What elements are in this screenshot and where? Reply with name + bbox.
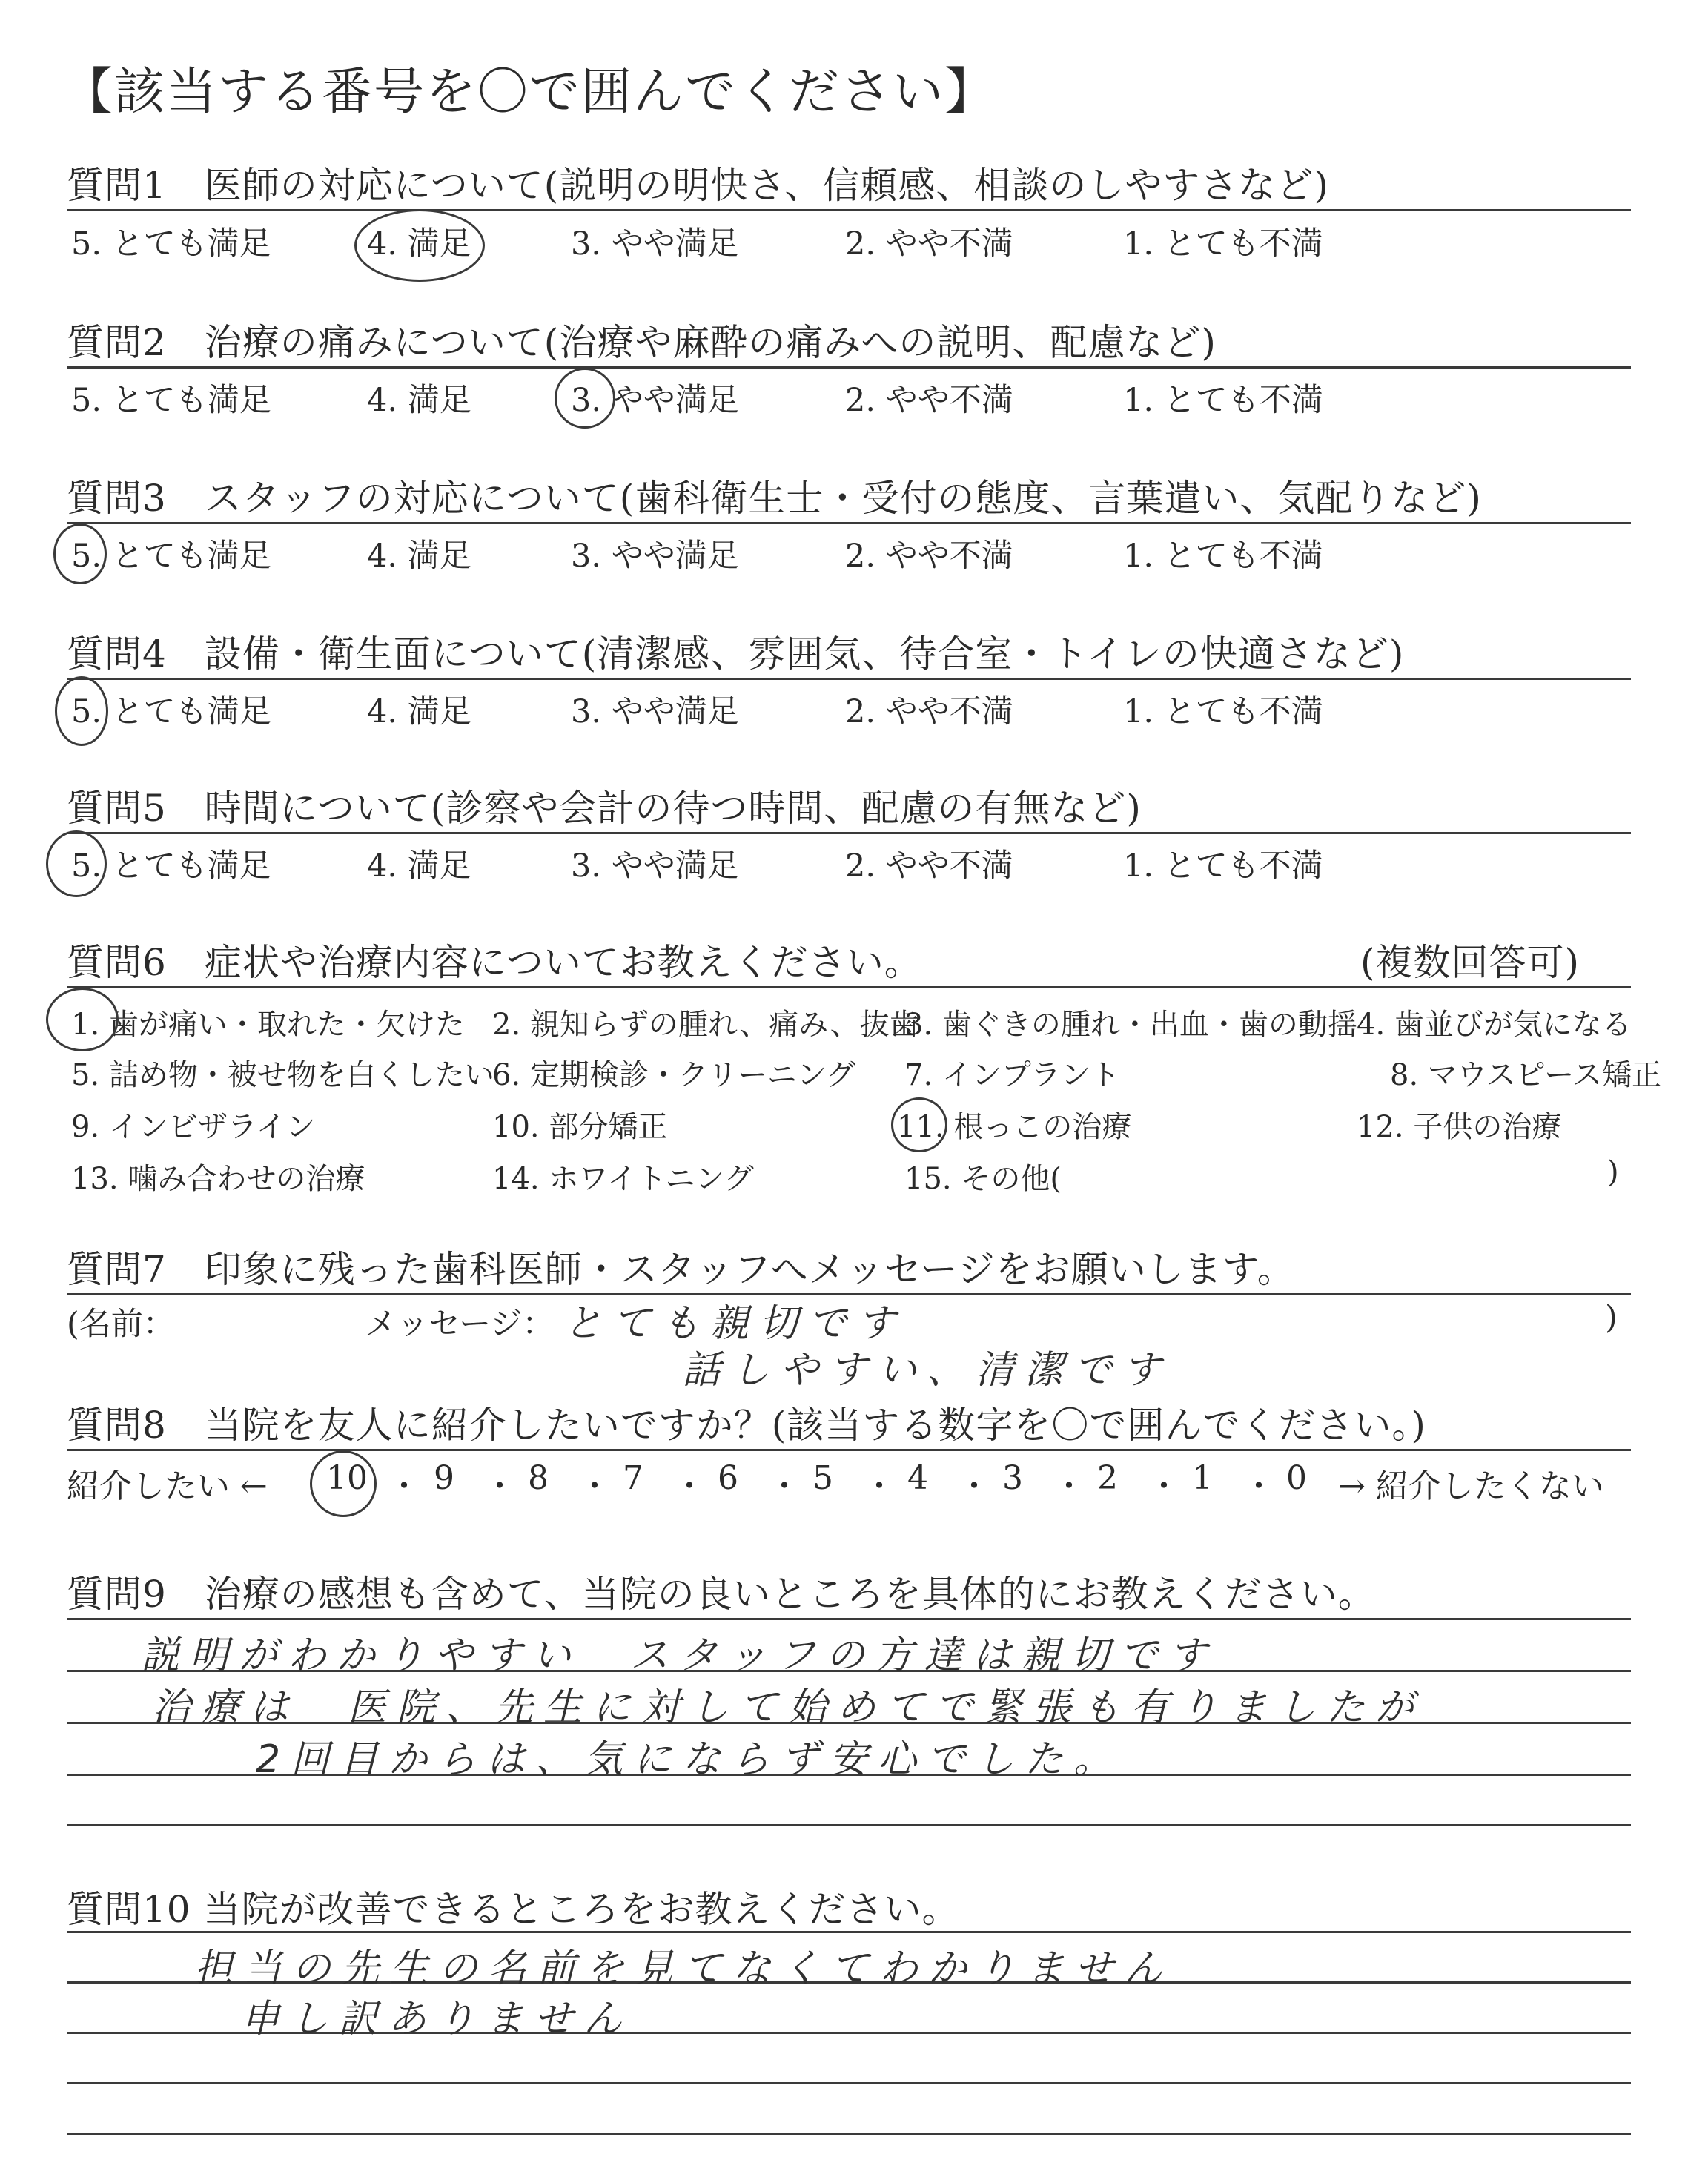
- q8-scale-sep: ・: [578, 1467, 611, 1505]
- q1-option-4[interactable]: 4. 満足: [367, 225, 471, 262]
- q3-option-1[interactable]: 1. とても不満: [1123, 538, 1323, 575]
- q8-scale-sep: ・: [958, 1467, 990, 1505]
- q7-handwritten-message-1: とても親切です: [563, 1301, 907, 1346]
- q6-item-3[interactable]: 3. 歯ぐきの腫れ・出血・歯の動揺: [904, 1008, 1357, 1042]
- q10-handwritten-line-1: 担当の先生の名前を見てなくてわかりません: [194, 1946, 1174, 1991]
- q8-scale-9[interactable]: 9: [434, 1459, 454, 1497]
- q10-rule-5: [67, 2133, 1631, 2135]
- q7-heading: 質問7 印象に残った歯科医師・スタッフへメッセージをお願いします。: [67, 1248, 1295, 1291]
- q2-option-4[interactable]: 4. 満足: [367, 382, 471, 419]
- q9-handwritten-line-2: 治療は 医院、先生に対して始めてで緊張も有りましたが: [152, 1685, 1425, 1730]
- q8-left-label: 紹介したい ←: [67, 1467, 268, 1505]
- q6-item-9[interactable]: 9. インビザライン: [71, 1110, 316, 1144]
- q8-scale-sep: ・: [1053, 1467, 1085, 1505]
- q5-rule: [67, 832, 1631, 834]
- q1-option-1[interactable]: 1. とても不満: [1123, 225, 1323, 262]
- q3-option-3[interactable]: 3. やや満足: [571, 538, 739, 575]
- q6-item-10[interactable]: 10. 部分矯正: [492, 1110, 668, 1144]
- form-title: 【該当する番号を〇で囲んでください】: [62, 63, 997, 122]
- q8-scale-1[interactable]: 1: [1192, 1459, 1213, 1497]
- q8-scale-sep: ・: [863, 1467, 896, 1505]
- q8-scale-6[interactable]: 6: [718, 1459, 738, 1497]
- q9-handwritten-line-1: 説明がわかりやすい スタッフの方達は親切です: [141, 1634, 1218, 1678]
- q1-option-2[interactable]: 2. やや不満: [845, 225, 1013, 262]
- q9-handwritten-line-3: 2回目からは、気にならず安心でした。: [256, 1737, 1123, 1782]
- q1-option-3[interactable]: 3. やや満足: [571, 225, 739, 262]
- q6-rule: [67, 986, 1631, 988]
- q6-heading: 質問6 症状や治療内容についてお教えください。: [67, 941, 922, 984]
- q6-item-15[interactable]: 15. その他(: [904, 1162, 1062, 1196]
- q5-option-1[interactable]: 1. とても不満: [1123, 848, 1323, 885]
- q1-option-5[interactable]: 5. とても満足: [71, 225, 271, 262]
- q2-option-2[interactable]: 2. やや不満: [845, 382, 1013, 419]
- q8-scale-sep: ・: [673, 1467, 706, 1505]
- q6-item-1[interactable]: 1. 歯が痛い・取れた・欠けた: [71, 1008, 465, 1042]
- q1-rule: [67, 209, 1631, 211]
- q6-selection-circle-1: [46, 988, 119, 1051]
- q7-close-paren: ): [1605, 1299, 1618, 1336]
- q6-item-11[interactable]: 11. 根っこの治療: [897, 1110, 1132, 1144]
- q8-rule: [67, 1449, 1631, 1451]
- q4-option-3[interactable]: 3. やや満足: [571, 693, 739, 730]
- q5-option-4[interactable]: 4. 満足: [367, 848, 471, 885]
- q7-handwritten-message-2: 話しやすい、清潔です: [682, 1348, 1172, 1393]
- q5-option-3[interactable]: 3. やや満足: [571, 848, 739, 885]
- q8-scale-sep: ・: [483, 1467, 516, 1505]
- q2-selection-circle: [555, 368, 615, 429]
- q4-heading: 質問4 設備・衛生面について(清潔感、雰囲気、待合室・トイレの快適さなど): [67, 633, 1405, 676]
- q10-rule-1: [67, 1931, 1631, 1933]
- q6-note: (複数回答可): [1360, 941, 1580, 984]
- q4-selection-circle: [55, 676, 108, 746]
- q3-option-2[interactable]: 2. やや不満: [845, 538, 1013, 575]
- q3-rule: [67, 522, 1631, 524]
- q3-option-5[interactable]: 5. とても満足: [71, 538, 271, 575]
- q8-scale-sep: ・: [768, 1467, 801, 1505]
- q2-option-5[interactable]: 5. とても満足: [71, 382, 271, 419]
- q2-option-1[interactable]: 1. とても不満: [1123, 382, 1323, 419]
- q8-scale-7[interactable]: 7: [623, 1459, 643, 1497]
- q4-option-2[interactable]: 2. やや不満: [845, 693, 1013, 730]
- q3-option-4[interactable]: 4. 満足: [367, 538, 471, 575]
- q8-right-label: → 紹介したくない: [1338, 1467, 1604, 1505]
- q8-scale-sep: ・: [1148, 1467, 1180, 1505]
- q8-scale-10[interactable]: 10: [326, 1459, 368, 1497]
- q10-heading: 質問10 当院が改善できるところをお教えください。: [67, 1888, 960, 1931]
- q6-item-8[interactable]: 8. マウスピース矯正: [1390, 1058, 1662, 1092]
- q5-option-2[interactable]: 2. やや不満: [845, 848, 1013, 885]
- q8-scale-0[interactable]: 0: [1286, 1459, 1307, 1497]
- q10-rule-4: [67, 2082, 1631, 2084]
- q2-option-3[interactable]: 3. やや満足: [571, 382, 739, 419]
- q8-scale-8[interactable]: 8: [528, 1459, 549, 1497]
- q3-selection-circle: [53, 524, 107, 584]
- q8-scale-sep: ・: [1242, 1467, 1275, 1505]
- q6-item-7[interactable]: 7. インプラント: [904, 1058, 1120, 1092]
- q6-item-15-close: ): [1607, 1155, 1619, 1189]
- q5-heading: 質問5 時間について(診察や会計の待つ時間、配慮の有無など): [67, 787, 1142, 830]
- q7-name-label: (名前：: [67, 1306, 175, 1343]
- q1-selection-circle: [354, 209, 485, 282]
- q9-heading: 質問9 治療の感想も含めて、当院の良いところを具体的にお教えください。: [67, 1573, 1376, 1616]
- q5-option-5[interactable]: 5. とても満足: [71, 848, 271, 885]
- q2-heading: 質問2 治療の痛みについて(治療や麻酔の痛みへの説明、配慮など): [67, 321, 1217, 364]
- q6-selection-circle-11: [891, 1097, 947, 1152]
- q8-scale-5[interactable]: 5: [812, 1459, 833, 1497]
- q3-heading: 質問3 スタッフの対応について(歯科衛生士・受付の態度、言葉遣い、気配りなど): [67, 477, 1482, 520]
- q2-rule: [67, 366, 1631, 369]
- q6-item-5[interactable]: 5. 詰め物・被せ物を白くしたい: [71, 1058, 494, 1092]
- q6-item-14[interactable]: 14. ホワイトニング: [492, 1162, 754, 1196]
- q6-item-13[interactable]: 13. 噛み合わせの治療: [71, 1162, 365, 1196]
- q4-rule: [67, 678, 1631, 680]
- q9-rule-5: [67, 1824, 1631, 1826]
- q8-scale-2[interactable]: 2: [1097, 1459, 1118, 1497]
- q1-heading: 質問1 医師の対応について(説明の明快さ、信頼感、相談のしやすさなど): [67, 164, 1329, 207]
- q8-scale-sep: ・: [388, 1467, 420, 1505]
- q10-handwritten-line-2: 申し訳ありません: [241, 1997, 633, 2041]
- q8-selection-circle: [310, 1450, 377, 1517]
- q7-message-label: メッセージ：: [365, 1306, 555, 1343]
- q5-selection-circle: [46, 830, 107, 897]
- q9-rule-1: [67, 1618, 1631, 1620]
- q6-item-2[interactable]: 2. 親知らずの腫れ、痛み、抜歯: [492, 1008, 919, 1042]
- q8-scale-4[interactable]: 4: [907, 1459, 928, 1497]
- q6-item-4[interactable]: 4. 歯並びが気になる: [1357, 1008, 1632, 1042]
- q4-option-4[interactable]: 4. 満足: [367, 693, 471, 730]
- q6-item-12[interactable]: 12. 子供の治療: [1357, 1110, 1562, 1144]
- q8-heading: 質問8 当院を友人に紹介したいですか？(該当する数字を〇で囲んでください。): [67, 1404, 1426, 1447]
- q8-scale-3[interactable]: 3: [1002, 1459, 1023, 1497]
- q6-item-6[interactable]: 6. 定期検診・クリーニング: [492, 1058, 856, 1092]
- q4-option-1[interactable]: 1. とても不満: [1123, 693, 1323, 730]
- q4-option-5[interactable]: 5. とても満足: [71, 693, 271, 730]
